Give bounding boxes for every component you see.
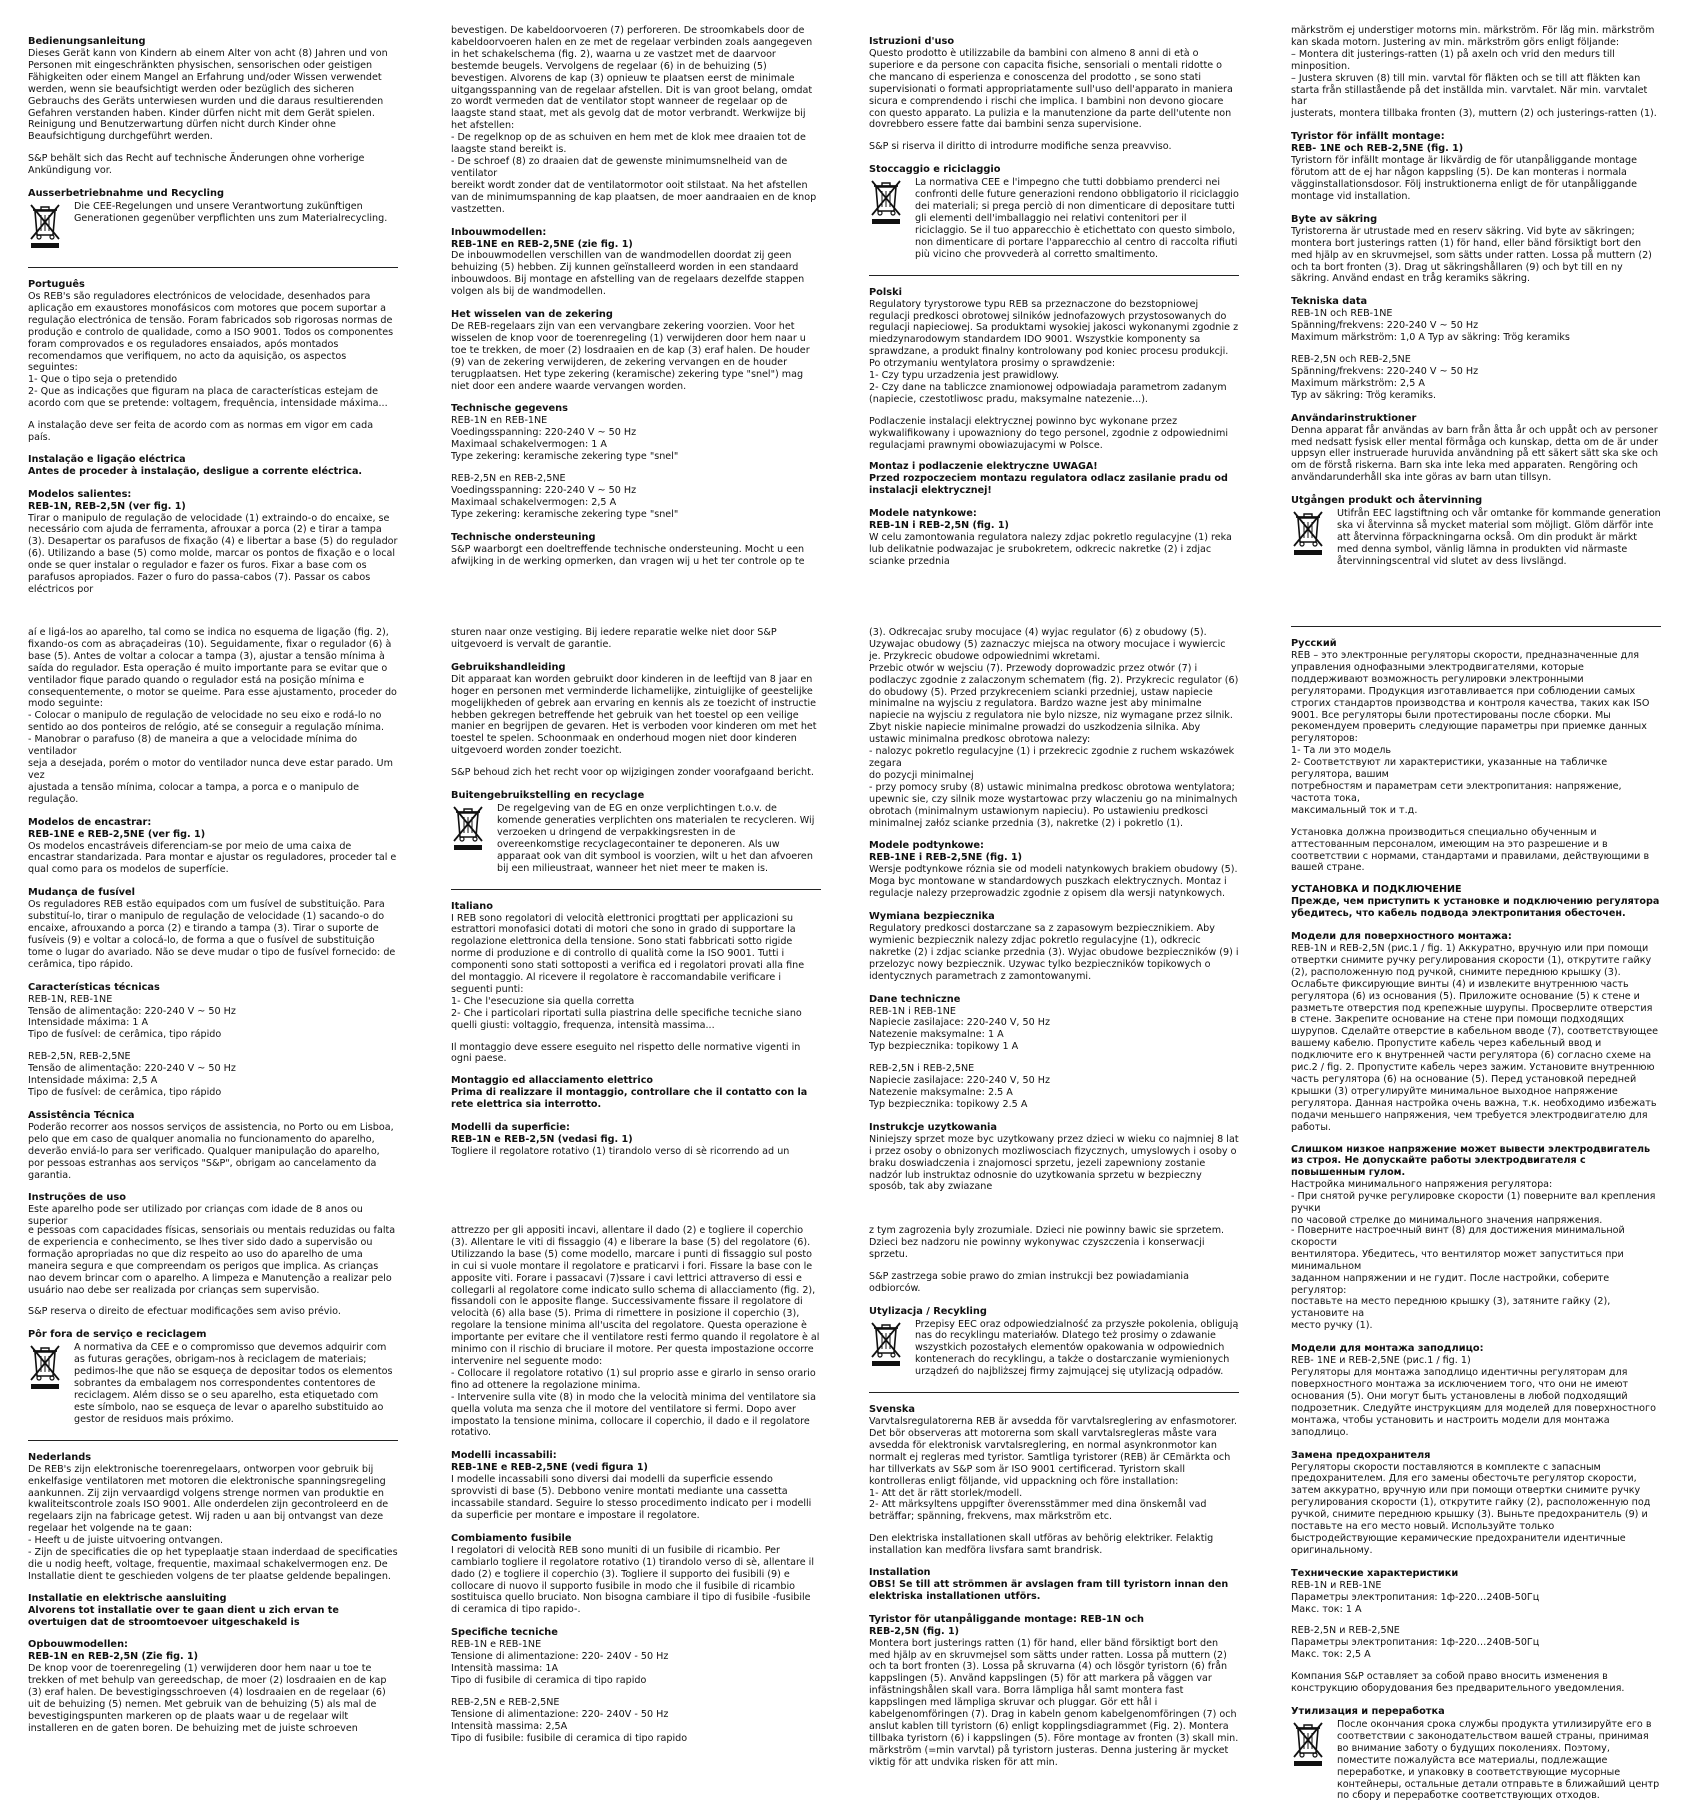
column-3-italian-polish bbox=[869, 25, 1239, 578]
paragraph: sturen naar onze vestiging. Bij iedere reparatie welke niet door S&P uitgevoerd is vervalt de garantie. bbox=[451, 627, 777, 650]
paragraph: Den elektriska installationen skall utföras av behörig elektriker. Felaktig installation kan medföra livsfara samt brandrisk. bbox=[869, 1533, 1214, 1557]
bold-line: УСТАНОВКА И ПОДКЛЮЧЕНИЕ bbox=[1291, 884, 1462, 896]
column-10-italian bbox=[451, 1225, 821, 1755]
paragraph: REB-1N и REB-1NE Параметры электропитания: 1ф-220…240В-50Гц Макс. ток: 1 А bbox=[1291, 1579, 1540, 1615]
paragraph: REB-2,5N, REB-2,5NE Tensão de alimentação: 220-240 V ~ 50 Hz Intensidade máxima: 2,5 A Tipo de fusível: de cerâmica, tipo rápido bbox=[28, 1051, 236, 1098]
column-7-polish bbox=[869, 627, 1239, 1203]
paragraph: Regulatory tyrystorowe typu REB sa przeznaczone do bezstopniowej regulacji predkosci obrotowej silników jednofazowych przystosowanych do regulacji napieciowej. Sa produktami wysokiej jakosci wykonanymi zgodnie z miedzynarodowym standardem IDO 9001. Wszystkie komponenty sa sprawdzane, a produkt finalny kontrolowany pod koniec procesu produkcji. Po otrzymaniu wentylatora prosimy o sprawdzenie: 1- Czy typu urzadzenia jest prawidlowy. 2- Czy dane na tabliczce znamionowej odpowiadaja parametrom zadanym (napiecie, czestotliwosc pradu, maksymalne natezenie...). bbox=[869, 298, 1239, 405]
paragraph: Niniejszy sprzet moze byc uzytkowany przez dzieci w wieku co najmniej 8 lat i przez osoby o obnizonych mozliwosciach fizycznych, umyslowych i osoby o braku doswiadczenia i znajomosci sprzetu, jezeli zapewniony zostanie nadzór lub instruktaz odnosnie do uzytkowania sprzetu w bezpieczny sposób, tak aby zwiazane bbox=[869, 1133, 1239, 1193]
section-heading: Buitengebruikstelling en recyclage bbox=[451, 790, 645, 802]
recycling-notice bbox=[451, 803, 821, 874]
recycling-text: Die CEE-Regelungen und unsere Verantwortung zukünftigen Generationen gegenüber verpflichten uns zum Materialrecycling. bbox=[74, 201, 388, 224]
paragraph: Установка должна производиться специально обученным и аттестованным персоналом, имеющим на это разрешение и в соответствии с нормами, стандартами и правилами, действующими в вашей стране. bbox=[1291, 826, 1650, 874]
section-heading: Características técnicas bbox=[28, 981, 160, 993]
paragraph: De REB's zijn elektronische toerenregelaars, ontworpen voor gebruik bij enkelfasige ventilatoren met motoren die elektronische spanningsregeling aankunnen. Zij zijn vervaardigd volgens strenge normen van produktie en kwaliteitscontrole zoals ISO 9001. Alle onderdelen zijn gecontroleerd en de regelaars zijn na fabricage getest. Wij raden u aan bij ontvangst van deze regelaar het volgende na te gaan: - Heeft u de juiste uitvoering ontvangen. - Zijn de specificaties die op het typeplaatje staan inderdaad de specificaties die u nodig heeft, voltage, frequentie, maximaal schakelvermogen enz. De Installatie dient te geschieden volgens de ter plaatse geldende bepalingen. bbox=[28, 1463, 398, 1582]
bold-line: Prima di realizzare il montaggio, controllare che il contatto con la rete elettrica sia interrotto. bbox=[451, 1087, 808, 1111]
paragraph: märkström ej understiger motorns min. märkström. För låg min. märkström kan skada motorn. Justering av min. märkström görs enligt följande: – Montera dit justerings-ratten (1) på axeln och vrid den medurs till minposition. – Justera skruven (8) till min. varvtal för fläkten och se till att fläkten kan starta från stillastående på det inställda min. varvtalet. När min. varvtalet har justerats, montera tillbaka fronten (3), muttern (2) och justerings-ratten (1). bbox=[1291, 25, 1657, 120]
bold-line: Прежде, чем приступить к установке и подключению регулятора убедитесь, что кабель подвода электропитания обесточен. bbox=[1291, 896, 1660, 920]
paragraph: Tyristorerna är utrustade med en reserv säkring. Vid byte av säkringen; montera bort justerings ratten (1) för hand, eller bänd försiktigt bort den med hjälp av en skruvmejsel, som sätts under ratten. Lossa på muttern (2) och ta bort fronten (3). Drag ut säkringshållaren (9) och byt till en ny säkring. Använd endast en tråg keramiks säkring. bbox=[1291, 225, 1652, 285]
section-heading: Mudança de fusível bbox=[28, 887, 136, 899]
weee-crossed-bin-icon bbox=[869, 1319, 907, 1379]
paragraph: Poderão recorrer aos nossos serviços de assistencia, no Porto ou em Lisboa, pelo que em caso de qualquer anomalia no funcionamento do aparelho, deverão enviá-lo para ser verificado. Qualquer manipulação do aparelho, por pessoas estranhas aos serviços "S&P", obrigam ao cancelamento da garantia. bbox=[28, 1121, 394, 1181]
section-heading: Tekniska data bbox=[1291, 296, 1368, 308]
column-11-polish-swedish bbox=[869, 1225, 1239, 1779]
column-8-russian bbox=[1291, 612, 1661, 1237]
paragraph: Dieses Gerät kann von Kindern ab einem Alter von acht (8) Jahren und von Personen mit eingeschränkten physischen, sensorischen oder geistigen Fähigkeiten oder einem Mangel an Erfahrung und/oder Wissen verwendet werden, wenn sie beaufsichtigt werden oder bezüglich des sicheren Gebrauchs des Geräts unterwiesen wurden und die daraus resultierenden Gefahren verstanden haben. Kinder dürfen nicht mit dem Gerät spielen. Reinigung und Benutzerwartung dürfen nicht durch Kinder ohne Beaufsichtigung durchgeführt werden. bbox=[28, 48, 388, 143]
bold-line: Слишком низкое напряжение может вывести электродвигатель из строя. Не допускайте работы электродвигателя с повышенным гулом. bbox=[1291, 1143, 1651, 1179]
bold-line: Montaggio ed allacciamento elettrico bbox=[451, 1075, 653, 1087]
bold-line: Installatie en elektrische aansluiting bbox=[28, 1592, 227, 1604]
weee-crossed-bin-icon bbox=[869, 177, 907, 260]
section-heading: Modelli da superficie: bbox=[451, 1122, 570, 1134]
column-12-russian bbox=[1291, 1225, 1661, 1810]
paragraph: S&P behält sich das Recht auf technische Änderungen ohne vorherige Ankündigung vor. bbox=[28, 153, 365, 177]
section-heading: Modelos salientes: bbox=[28, 488, 132, 500]
column-1-german-portuguese bbox=[28, 25, 398, 606]
bold-line: REB-1NE e REB-2,5NE (ver fig. 1) bbox=[28, 828, 206, 840]
paragraph: S&P behoud zich het recht voor op wijzigingen zonder voorafgaand bericht. bbox=[451, 767, 814, 779]
section-heading: Inbouwmodellen: bbox=[451, 226, 547, 238]
recycling-notice bbox=[28, 1342, 398, 1425]
recycling-notice bbox=[1291, 1719, 1661, 1802]
paragraph: REB-2,5N i REB-2,5NE Napiecie zasilajace: 220-240 V, 50 Hz Natezenie maksymalne: 2.5 A Typ bezpiecznika: topikowy 2.5 A bbox=[869, 1063, 1051, 1110]
bold-line: REB-1NE en REB-2,5NE (zie fig. 1) bbox=[451, 238, 633, 250]
paragraph: S&P zastrzega sobie prawo do zmian instrukcji bez powiadamiania odbiorców. bbox=[869, 1270, 1189, 1294]
paragraph: Os modelos encastráveis diferenciam-se por meio de uma caixa de encastrar standarizada. Para montar e ajustar os reguladores, proceder tal e qual como para os modelos de superfície. bbox=[28, 840, 397, 876]
section-heading: Tyristor för infällt montage: bbox=[1291, 131, 1445, 143]
paragraph: S&P si riserva il diritto di introdurre modifiche senza preavviso. bbox=[869, 141, 1172, 153]
bold-line: REB-1NE e REB-2,5NE (vedi figura 1) bbox=[451, 1462, 648, 1474]
section-divider bbox=[1291, 626, 1661, 627]
paragraph: De inbouwmodellen verschillen van de wandmodellen doordat zij geen behuizing (5) hebben. Zij kunnen geïnstalleerd worden in een standaard inbouwdoos. Bij montage en afstelling van de regelaars dezelfde stappen volgen als bij de wandmodellen. bbox=[451, 250, 805, 298]
paragraph: Podlaczenie instalacji elektrycznej powinno byc wykonane przez wykwalifikowany i upowazniony do tego personel, zgodnie z odpowiednimi regulacjami prawnymi obowiazujacymi w Polsce. bbox=[869, 415, 1229, 451]
paragraph: Os reguladores REB estão equipados com um fusível de substituição. Para substituí-lo, tirar o manipulo de regulação de velocidade (1) sacando-o do encaixe, afrouxando a porca (2) e tirando a tampa (3). Tirar o suporte de fusíveis (9) e voltar a colocá-lo, de forma a que o fusível de substituição tome o lugar do avariado. Não se deve mudar o tipo de fusível fornecido: de cerâmica, tipo rápido. bbox=[28, 899, 396, 970]
column-6-dutch-italian bbox=[451, 627, 821, 1168]
section-heading: Dane techniczne bbox=[869, 993, 961, 1005]
paragraph: REB-1N i REB-1NE Napiecie zasilajace: 220-240 V, 50 Hz Natezenie maksymalne: 1 A Typ bezpiecznika: topikowy 1 A bbox=[869, 1005, 1051, 1053]
paragraph: I REB sono regolatori di velocità elettronici progttati per applicazioni su estrattori monofasici dotati di motori che sono in grado di supportare la regolazione elettronica della tensione. Sono stati fabbricati sotto rigide norme di produzione e di controllo di qualità come la ISO 9001. Tutti i componenti sono stati sottoposti a verifica ed i regolatori provati alla fine del montaggio. Al ricevere il regolatore è raccomandabile verificare i seguenti punti: 1- Che l'esecuzione sia quella corretta 2- Che i particolari riportati sulla piastrina delle specifiche tecniche siano quelli giusti: voltaggio, frequenza, intensità massima... bbox=[451, 912, 805, 1031]
paragraph: REB- 1NE и REB-2,5NE (рис.1 / fig. 1) Регуляторы для монтажа заподлицо идентичны регуляторам для поверхностного монтажа за исключением того, что они не имеют основания (5). Они могут быть установлены в любой подходящий подрозетник. Следуйте инструкциям для моделей для поверхностного монтажа, чтобы установить и настроить модели для монтажа заподлицо. bbox=[1291, 1355, 1656, 1438]
recycling-text: A normativa da CEE e o compromisso que devemos adquirir com as futuras gerações, obrigam-nos à reciclagem de materiais; pedimos-lhe que não se esqueça de depositar todos os elementos sobrantes da embalagem nos correspondentes contentores de reciclagem. Além disso se o seu aparelho, esta etiquetado com este símbolo, nao se esqueça de levar o aparelho substituido ao gestor de residuos mais próximo. bbox=[74, 1342, 393, 1425]
bold-line: REB-1N i REB-2,5N (fig. 1) bbox=[869, 520, 1009, 532]
bold-line: REB-1N en REB-2,5N (Zie fig. 1) bbox=[28, 1651, 199, 1663]
paragraph: REB-2,5N och REB-2,5NE Spänning/frekvens: 220-240 V ~ 50 Hz Maximum märkström: 2,5 A Typ av säkring: Trög keramiks. bbox=[1291, 354, 1479, 401]
section-heading: Утилизация и переработка bbox=[1291, 1706, 1445, 1717]
bold-line: Alvorens tot installatie over te gaan dient u zich ervan te overtuigen dat de stroomtoevoer uitgeschakeld is bbox=[28, 1604, 339, 1628]
paragraph: Montera bort justerings ratten (1) för hand, eller bänd försiktigt bort den med hjälp av en skruvmejsel som sätts under ratten. Lossa på muttern (2) och ta bort fronten (3). Lossa på skruvarna (4) och lösgör tyristorn (6) från kappslingen (5). Använd kappslingen (5) för att markera på väggen var infästningshålen skall vara. Borra lämpliga hål samt montera fast kappslingen med lämpliga skruvar och pluggar. Gör ett hål i kabelgenomföringen (7). Drag in kabeln genom kabelgenomföringen (7) och anslut kablen till tyristorn (6) enligt kopplingsdiagrammet (Fig. 2). Montera tillbaka tyristorn (6) i kappslingen (5). Före montage av fronten (3) skall min. märkström (=min varvtal) på tyristorn justeras. Denna justering är mycket viktig för att undvika risken för att min. bbox=[869, 1637, 1239, 1768]
bold-line: REB-1N, REB-2,5N (ver fig. 1) bbox=[28, 500, 186, 512]
section-heading: Ausserbetriebnahme und Recycling bbox=[28, 188, 224, 200]
section-heading: Het wisselen van de zekering bbox=[451, 309, 613, 321]
paragraph: Questo prodotto è utilizzabile da bambini con almeno 8 anni di età o superiore e da persone con capacita fisiche, sensoriali o mentali ridotte o che mancano di esperienza e conoscenza del prodotto , se sono stati supervisionati o formati appropriatamente sull'uso dell'apparato in maniera sicura e comprendendo i rischi che implica. I bambini non devono giocare con questo apparato. La pulizia e la manutenzione da parte dell'utente non dovrebbero essere fatte dai bambini senza supervisione. bbox=[869, 48, 1233, 131]
section-heading: Svenska bbox=[869, 1404, 916, 1416]
section-heading: Instruções de uso bbox=[28, 1192, 126, 1204]
weee-crossed-bin-icon bbox=[28, 201, 66, 253]
section-heading: Användarinstruktioner bbox=[1291, 412, 1417, 424]
paragraph: Este aparelho pode ser utilizado por crianças com idade de 8 anos ou superior bbox=[28, 1204, 363, 1228]
column-2-dutch bbox=[451, 25, 821, 578]
paragraph: attrezzo per gli appositi incavi, allentare il dado (2) e togliere il coperchio (3). Allentare le viti di fissaggio (4) e liberare la base (5) del regolatore (6). Utilizzando la base (5) come modello, marcare i punti di fissaggio sul posto in cui si vuole montare il regolatore e praticarvi i fori. Fissare la base con le apposite viti. Forare i passacavi (7)ssare i cavi lettrici attraverso di essi e collegarli al regolatore come indicato sullo schema di allacciamento (fig. 2), fissandoli con le apposite flange. Successivamente fissare il regolatore di velocità (6) alla base (5). Prima di rimettere in posizione il coperchio (3), regolare la tensione minima all'uscita del regolatore. Questa operazione è importante per evitare che il ventilatore resti fermo quando il regolatore è al minimo con il rischio di bruciare il motore. Per questa impostazione occorre intervenire nel seguente modo: - Collocare il regolatore rotativo (1) sul proprio asse e girarlo in senso orario fino ad ottenere la regolazione minima. - Intervenire sulla vite (8) in modo che la velocità minima del ventilatore sia quella voluta ma senza che il motore del ventilatore si fermi. Dopo aver impostato la tensione minima, collocare il coperchio, il dado e il regolatore rotativo. bbox=[451, 1225, 820, 1439]
bold-line: Montaz i podlaczenie elektryczne UWAGA! bbox=[869, 461, 1098, 473]
section-heading: Polski bbox=[869, 286, 902, 298]
section-divider bbox=[869, 1392, 1239, 1393]
paragraph: S&P waarborgt een doeltreffende technische ondersteuning. Mocht u een afwijking in de werking opmerken, dan vragen wij u het ter controle op te bbox=[451, 543, 805, 567]
paragraph: W celu zamontowania regulatora nalezy zdjac pokretlo regulacyjne (1) reka lub delikatnie podwazajac je srubokretem, odkrecic nakretke (2) i zdjac scianke przednia bbox=[869, 532, 1232, 567]
column-4-swedish bbox=[1291, 25, 1661, 576]
section-heading: Português bbox=[28, 278, 85, 290]
paragraph: REB-2,5N en REB-2,5NE Voedingsspanning: 220-240 V ~ 50 Hz Maximaal schakelvermogen: 2,5 A Type zekering: keramische zekering type "snel" bbox=[451, 473, 679, 520]
bold-line: OBS! Se till att strömmen är avslagen fram till tyristorn innan den elektriska installationen utförs. bbox=[869, 1578, 1229, 1602]
weee-crossed-bin-icon bbox=[28, 1342, 66, 1425]
paragraph: Os REB's são reguladores electrónicos de velocidade, desenhados para aplicação em exaustores monofásicos com motores que pocem suportar a regulação electrónica de tensão. Foram fabricados sob rigorosas normas de produção e controlo de qualidade, como a ISO 9001. Todos os componentes foram comprovados e os reguladores ensaiados, após montados recomendamos que verifiquem, no acto da aquisição, os aspectos seguintes: 1- Que o tipo seja o pretendido 2- Que as indicações que figuram na placa de características estejam de acordo com que se pretende: voltagem, frequência, intensidade máxima... bbox=[28, 290, 394, 410]
bold-line: REB-1NE i REB-2,5NE (fig. 1) bbox=[869, 852, 1023, 864]
recycling-text: Przepisy EEC oraz odpowiedzialność za przyszłe pokolenia, obligują nas do recyklingu materiałów. Dlatego też prosimy o zdawanie wszystkich pozostałych elementów opakowania w odpowiednich kontenerach do recyklingu, a także o dostarczanie wymienionych urządzeń do najbliższej firmy zajmującej się utylizacją odpadów. bbox=[915, 1318, 1239, 1378]
recycling-notice bbox=[869, 177, 1239, 260]
section-heading: Русский bbox=[1291, 638, 1337, 649]
paragraph: Togliere il regolatore rotativo (1) tirandolo verso di sè ricorrendo ad un bbox=[451, 1146, 790, 1157]
paragraph: z tym zagrozenia byly zrozumiale. Dzieci nie powinny bawic sie sprzetem. Dzieci bez nadzoru nie powinny wykonywac czyszczenia i konserwacji sprzetu. bbox=[869, 1225, 1225, 1260]
recycling-notice bbox=[869, 1319, 1239, 1379]
section-heading: Stoccaggio e riciclaggio bbox=[869, 164, 1001, 176]
section-divider bbox=[869, 275, 1239, 276]
section-heading: Technische gegevens bbox=[451, 403, 568, 415]
section-heading: Opbouwmodellen: bbox=[28, 1639, 128, 1651]
paragraph: Настройка минимального напряжения регулятора: - При снятой ручке регулировке скорости (1) поверните вал крепления ручки по часовой стрелке до минимального значения напряжения. bbox=[1291, 1179, 1656, 1226]
paragraph: REB-1N en REB-1NE Voedingsspanning: 220-240 V ~ 50 Hz Maximaal schakelvermogen: 1 A Type zekering: keramische zekering type "snel" bbox=[451, 415, 679, 463]
paragraph: REB-1N och REB-1NE Spänning/frekvens: 220-240 V ~ 50 Hz Maximum märkström: 1,0 A Typ av säkring: Trög keramiks bbox=[1291, 308, 1570, 344]
section-divider bbox=[28, 267, 398, 268]
section-heading: Specifiche tecniche bbox=[451, 1627, 558, 1639]
section-heading: Wymiana bezpiecznika bbox=[869, 911, 995, 923]
bold-line: Installation bbox=[869, 1567, 931, 1579]
section-heading: Istruzioni d'uso bbox=[869, 36, 955, 47]
column-9-portuguese-dutch bbox=[28, 1225, 398, 1745]
section-heading: Instrukcje uzytkowania bbox=[869, 1121, 998, 1133]
section-heading: Технические характеристики bbox=[1291, 1567, 1459, 1579]
section-heading: Nederlands bbox=[28, 1451, 92, 1463]
section-heading: Utgången produkt och återvinning bbox=[1291, 495, 1483, 507]
paragraph: e pessoas com capacidades físicas, sensoriais ou mentais reduzidas ou falta de experiencia e conhecimento, se lhes tiver sido dado a supervisão ou formação apropriadas no que diz respeito ao uso do aparelho de uma maneira segura e que compreendam os perigos que implica. As crianças nao devem brincar com o aparelho. A limpeza e Manutenção a realizar pelo usuário nao debe ser realizada por crianças sem supervisão. bbox=[28, 1225, 396, 1296]
bold-line: REB-2,5N (fig. 1) bbox=[869, 1625, 960, 1637]
paragraph: Компания S&P оставляет за собой право вносить изменения в конструкцию оборудования без предварительного уведомления. bbox=[1291, 1671, 1625, 1695]
paragraph: Wersje podtynkowe róznia sie od modeli natynkowych brakiem obudowy (5). Moga byc montowane w standardowych puszkach elektrycznych. Montaz i regulacje nalezy przeprowadzic zgodnie z opisem dla wersji natynkowych. bbox=[869, 864, 1238, 900]
section-heading: Gebruikshandleiding bbox=[451, 661, 566, 673]
paragraph: S&P reserva o direito de efectuar modificações sem aviso prévio. bbox=[28, 1306, 341, 1318]
recycling-text: После окончания срока службы продукта утилизируйте его в соответствии с законодательством вашей страны, принимая во внимание заботу о будущих поколениях. Поэтому, поместите пожалуйста все материалы, подлежащие переработке, и упаковку в соответствующие мусорные контейнеры, остальные детали отправьте в ближайший центр по сбору и переработке соответствующих отходов. bbox=[1337, 1719, 1660, 1802]
paragraph: REB-2,5N и REB-2,5NE Параметры электропитания: 1ф-220…240В-50Гц Макс. ток: 2,5 А bbox=[1291, 1625, 1540, 1661]
section-heading: Modele natynkowe: bbox=[869, 508, 977, 520]
paragraph: I modelle incassabili sono diversi dai modelli da superficie essendo sprovvisti di base (5). Debbono venire montati mediante una cassetta incassabile standard. Seguire lo stesso procedimento indicato per i modelli da superficie per montare e impostare il regolatore. bbox=[451, 1474, 812, 1521]
paragraph: I regolatori di velocità REB sono muniti di un fusibile di ricambio. Per cambiarlo togliere il regolatore rotativo (1) tirandolo verso di sè, allentare il dado (2) e togliere il coperchio (3). Togliere il supporto dei fusibili (9) e collocare di nuovo il supporto fusibile in modo che il fusibile di ricambio sostituisca quello bruciato. Non bisogna cambiare il tipo di fusibile -fusibile di ceramica di tipo rapido-. bbox=[451, 1544, 815, 1616]
column-5-portuguese bbox=[28, 627, 398, 1238]
recycling-text: De regelgeving van de EG en onze verplichtingen t.o.v. de komende generaties verplichten ons materialen te recycleren. Wij verzoeken u dringend de verpakkingsresten in de overeenkomstige recyclagecontainer te deponeren. Als uw apparaat ook van dit symbool is voorzien, wilt u het dan afvoeren bij een milieustraat, wanneer het niet meer te maken is. bbox=[497, 803, 815, 874]
weee-crossed-bin-icon bbox=[451, 803, 489, 874]
paragraph: - Поверните настроечный винт (8) для достижения минимальной скорости вентилятора. Убедитесь, что вентилятор может запуститься при минимальном заданном напряжении и не гудит. После настройки, соберите регулятор: поставьте на место переднюю крышку (3), затяните гайку (2), установите на место ручку (1). bbox=[1291, 1225, 1625, 1332]
weee-crossed-bin-icon bbox=[1291, 508, 1329, 568]
paragraph: Denna apparat får användas av barn från åtta år och uppåt och av personer med nedsatt fysisk eller mental förmåga och kunskap, detta om de är under uppsyn eller instruerade huruvida användning på ett säkert sätt ska ske och om de förstå riskerna. Barn ska inte leka med apparaten. Rengöring och användarunderhåll ska inte göras av barn utan tillsyn. bbox=[1291, 424, 1659, 484]
section-heading: Assistência Técnica bbox=[28, 1109, 135, 1121]
bold-line: Przed rozpoczeciem montazu regulatora odlacz zasilanie pradu od instalacji elektrycznej! bbox=[869, 473, 1228, 497]
paragraph: bevestigen. De kabeldoorvoeren (7) perforeren. De stroomkabels door de kabeldoorvoeren halen en ze met de regelaar verbinden zoals aangegeven in het schakelschema (fig. 2), waarna u ze vastzet met de daarvoor bestemde beugels. Vervolgens de regelaar (6) in de behuizing (5) bevestigen. Alvorens de kap (3) opnieuw te plaatsen eerst de minimale uitgangsspanning van de regelaar afstellen. Dit is van groot belang, omdat zo wordt vermeden dat de ventilator stopt wanneer de regelaar op de laagste stand staat, met als gevolg dat de motor verbrandt. Werkwijze bij het afstellen: - De regelknop op de as schuiven en hem met de klok mee draaien tot de laagste stand bereikt is. - De schroef (8) zo draaien dat de gewenste minimumsnelheid van de ventilator bereikt wordt zonder dat de ventilatormotor ooit stilstaat. Na het afstellen van de minimumspanning de kap plaatsen, de moer aandraaien en de knop vastzetten. bbox=[451, 25, 817, 215]
paragraph: Il montaggio deve essere eseguito nel rispetto delle normative vigenti in ogni paese. bbox=[451, 1041, 801, 1065]
section-heading: Pôr fora de serviço e reciclagem bbox=[28, 1329, 207, 1341]
paragraph: REB-1N, REB-1NE Tensão de alimentação: 220-240 V ~ 50 Hz Intensidade máxima: 1 A Tipo de fusível: de cerâmica, tipo rápido bbox=[28, 993, 236, 1041]
bold-line: Instalação e ligação eléctrica bbox=[28, 453, 186, 465]
section-heading: Byte av säkring bbox=[1291, 213, 1378, 225]
bold-line: Antes de proceder à instalação, desligue a corrente eléctrica. bbox=[28, 465, 363, 477]
recycling-text: Utifrån EEC lagstiftning och vår omtanke för kommande generation ska vi återvinna så mycket material som möjligt. Glöm därför inte att återvinna förpackningarna också. Om din produkt är märkt med denna symbol, vänlig lämna in produkten vid närmaste återvinningscentral vid slutet av dess livslängd. bbox=[1337, 508, 1661, 567]
section-heading: Tyristor för utanpåliggande montage: REB-1N och bbox=[869, 1613, 1144, 1625]
section-heading: Utylizacja / Recykling bbox=[869, 1305, 987, 1317]
paragraph: REB-1N e REB-1NE Tensione di alimentazione: 220- 240V - 50 Hz Intensità massima: 1A Tipo di fusibile di ceramica di tipo rapido bbox=[451, 1639, 669, 1686]
paragraph: Regulatory predkosci dostarczane sa z zapasowym bezpiecznikiem. Aby wymienic bezpiecznik nalezy zdjac pokretlo regulacyjne (1), odkrecic nakretke (2) i zdjac scianke przednia (3). Wyjac obudowe bezpieczników (9) i przelozyc nowy bezpiecznik. Uzywac tylko bezpieczników topikowych o identycznych parametrach z zamontowanymi. bbox=[869, 923, 1239, 982]
section-heading: Модели для монтажа заподлицо: bbox=[1291, 1343, 1484, 1355]
section-heading: Замена предохранителя bbox=[1291, 1449, 1431, 1461]
paragraph: (3). Odkrecajac sruby mocujace (4) wyjac regulator (6) z obudowy (5). Uzywajac obudowy (5) zaznaczyc miejsca na otwory mocujace i wywiercic je. Przykrecic obudowe odpowiednimi wkretami. Przebic otwór w wejsciu (7). Przewody doprowadzic przez otwór (7) i podlaczyc zgodnie z zalaczonym schematem (fig. 2). Przykrecic regulator (6) do obudowy (5). Przed przykreceniem scianki przedniej, ustaw napiecie minimalne na wyjsciu z regulatora. Bardzo wazne jest aby minimalne napiecie na wyjsciu z regulatora nie bylo nizsze, niz wymagane przez silnik. Zbyt niskie napiecie minimalne prowadzi do uszkodzenia silnika. Aby ustawic minimalna predkosc obrotowa nalezy: - nalozyc pokretlo regulacyjne (1) i przekrecic zgodnie z ruchem wskazówek zegara do pozycji minimalnej - przy pomocy sruby (8) ustawic minimalna predkosc obrotowa wentylatora; upewnic sie, czy silnik moze wystartowac przy wlaczeniu go na minimalnych obrotach (minimalnym ustawionym napieciu). Po ustawieniu predkosci minimalnej załóz scianke przednia (3), nakretke (2) i pokretlo (1). bbox=[869, 627, 1239, 829]
paragraph: Tirar o manipulo de regulação de velocidade (1) extraindo-o do encaixe, se necessário com ajuda de ferramenta, afrouxar a porca (2) e tirar a tampa (3). Desapertar os parafusos de fixação (4) e libertar a base (5) do regulador (6). Utilizando a base (5) como molde, marcar os pontos de fixação e o local onde se quer instalar o regulador e fazer os furos. Fixar a base com os parafusos apropiados. Fazer o furo do passa-cabos (7). Passar os cabos eléctricos por bbox=[28, 512, 398, 595]
paragraph: REB-2,5N e REB-2,5NE Tensione di alimentazione: 220- 240V - 50 Hz Intensità massima: 2,5A Tipo di fusibile: fusibile di ceramica di tipo rapido bbox=[451, 1696, 688, 1744]
paragraph: aí e ligá-los ao aparelho, tal como se indica no esquema de ligação (fig. 2), fixando-os com as abraçadeiras (10). Seguidamente, fixar o regulador (6) à base (5). Antes de voltar a colocar a tampa (3), ajustar a tensão mínima à saída do regulador. Esta operação é muito importante para se evitar que o ventilador fique parado quando o regulador está na posição mínima e consequentemente, o motor se queime. Para esse ajustamento, proceder do modo seguinte: - Colocar o manipulo de regulação de velocidade no seu eixo e rodá-lo no sentido ao dos ponteiros de relógio, até se conseguir a regulação mínima. - Manobrar o parafuso (8) de maneira a que a velocidade mínima do ventilador seja a desejada, porém o motor do ventilador nunca deve estar parado. Um vez ajustada a tensão mínima, colocar a tampa, a porca e o manipulo de regulação. bbox=[28, 627, 397, 805]
paragraph: A instalação deve ser feita de acordo com as normas em vigor em cada país. bbox=[28, 420, 374, 443]
bold-line: REB- 1NE och REB-2,5NE (fig. 1) bbox=[1291, 143, 1464, 155]
section-heading: Bedienungsanleitung bbox=[28, 36, 146, 47]
recycling-notice bbox=[28, 201, 398, 253]
paragraph: Tyristorn för infällt montage är likvärdig de för utanpåliggande montage förutom att de ej har någon kappsling (5). De kan monteras i normala vägginstallationsdosor. Följ instruktionerna enligt de för utanpåliggande montage vid installation. bbox=[1291, 155, 1638, 202]
recycling-text: La normativa CEE e l'impegno che tutti dobbiamo prenderci nei confronti delle future generazioni rendono obbligatorio il riciclaggio dei materiali; si prega perciò di non dimenticare di depositare tutti gli elementi dell'imballaggio nei relativi contenitori per il riciclaggio. Se il tuo apparecchio è etichettato con questo simbolo, non dimenticare di portare l'apparecchio al centro di raccolta rifiuti più vicino che provvederà al corretto smaltimento. bbox=[915, 177, 1239, 260]
weee-crossed-bin-icon bbox=[1291, 1719, 1329, 1802]
section-heading: Modelli incassabili: bbox=[451, 1450, 557, 1462]
recycling-notice bbox=[1291, 508, 1661, 568]
paragraph: De knop voor de toerenregeling (1) verwijderen door hem naar u toe te trekken of met behulp van gereedschap, de moer (2) losdraaien en de kap (3) eraf halen. De bevestigingsschroeven (4) losdraaien en de regelaar (6) uit de behuizing (5) nemen. Met gebruik van de behuizing (5) als mal de bevestigingspunten markeren op de plaats waar u de regelaar wilt installeren en de gaten boren. De behuizing met de juiste schroeven bbox=[28, 1663, 387, 1734]
paragraph: REB-1N и REB-2,5N (рис.1 / fig. 1) Аккуратно, вручную или при помощи отвертки снимите ручку регулирования скорости (1), открутите гайку (2), расположенную под ручкой, снимите переднюю крышку (3). Ослабьте фиксирующие винты (4) и извлеките внутреннюю часть регулятора (6) из основания (5). Приложите основание (5) к стене и разметьте отверстия под крепежные шурупы. Просверлите отверстия в стене. Закрепите основание на стене при помощи подходящих шурупов. Сделайте отверстие в кабельном вводе (7), соответствующее вашему кабелю. Пропустите кабель через кабельный ввод и подключите его к внутренней части регулятора (6) согласно схеме на рис.2 / fig. 2. Пропустите кабель через зажим. Установите внутреннюю часть регулятора (6) на основание (5). Перед установкой передней крышки (3) отрегулируйте минимальное выходное напряжение регулятора. Данная настройка очень важна, т.к. необходимо избежать подачи меньшего напряжения, чем требуется электродвигателю для работы. bbox=[1291, 943, 1659, 1133]
section-heading: Modelos de encastrar: bbox=[28, 816, 152, 828]
paragraph: Varvtalsregulatorerna REB är avsedda för varvtalsreglering av enfasmotorer. Det bör observeras att motorerna som skall varvtalsregleras måste vara avsedda för elektronisk varvtalsreglering, en normal asynkronmotor kan normalt ej regleras med tyristor. Samtliga tyristorer (REB) är CEmärkta och har tillverkats av S&P som är ISO 9001 certificerad. Tyristorn skall kontrolleras enligt följande, vid uppackning och före installation: 1- Att det är rätt storlek/modell. 2- Att märksyltens uppgifter överensstämmer med dina önskemål vad beträffar; spänning, frekvens, max märkström etc. bbox=[869, 1416, 1238, 1523]
paragraph: REB – это электронные регуляторы скорости, предназначенные для управления однофазными электродвигателями, которые поддерживают возможность регулировки электронными регуляторами. Продукция изготавливается при соблюдении самых строгих стандартов производства и контроля качества, таких как ISO 9001. Все регуляторы были протестированы после сборки. Мы рекомендуем проверить следующие параметры при приемке данных регуляторов: 1- Та ли это модель 2- Соответствуют ли характеристики, указанные на табличке регулятора, вашим потребностям и параметрам сети электропитания: напряжение, частота тока, максимальный ток и т.д. bbox=[1291, 650, 1650, 816]
section-heading: Modele podtynkowe: bbox=[869, 840, 984, 852]
section-heading: Combiamento fusibile bbox=[451, 1532, 572, 1544]
section-heading: Italiano bbox=[451, 900, 493, 912]
paragraph: Dit apparaat kan worden gebruikt door kinderen in de leeftijd van 8 jaar en hoger en personen met verminderde lichamelijke, zintuiglijke of geestelijke mogelijkheden of gebrek aan ervaring en kennis als ze toezicht of instructie hebben gekregen betreffende het gebruik van het toestel op een veilige manier en begrijpen de gevaren. Het is verboden voor kinderen om met het toestel te spelen. Schoonmaak en onderhoud mogen niet door kinderen uitgevoerd worden zonder toezicht. bbox=[451, 673, 817, 757]
section-heading: Модели для поверхностного монтажа: bbox=[1291, 931, 1512, 943]
section-divider bbox=[28, 1440, 398, 1441]
section-divider bbox=[451, 889, 821, 890]
bold-line: REB-1N e REB-2,5N (vedasi fig. 1) bbox=[451, 1134, 633, 1146]
paragraph: Регуляторы скорости поставляются в комплекте с запасным предохранителем. Для его замены обесточьте регулятор скорости, затем аккуратно, вручную или при помощи отвертки снимите ручку регулирования скорости (1), открутите гайку (2), расположенную под ручкой, снимите переднюю крышку (3). Выньте предохранитель (9) и поставьте на его место новый. Используйте только быстродействующие керамические предохранители идентичные оригинальному. bbox=[1291, 1461, 1651, 1556]
paragraph: De REB-regelaars zijn van een vervangbare zekering voorzien. Voor het wisselen de knop voor de toerenregeling (1) verwijderen door hem naar u toe te trekken, de moer (2) losdraaien en de kap (3) eraf halen. De houder (9) van de zekering verwijderen, de zekering vervangen en de houder terugplaatsen. Het type zekering (keramische) zekering type "snel") mag niet door een andere waarde vervangen worden. bbox=[451, 321, 810, 392]
section-heading: Technische ondersteuning bbox=[451, 531, 596, 543]
